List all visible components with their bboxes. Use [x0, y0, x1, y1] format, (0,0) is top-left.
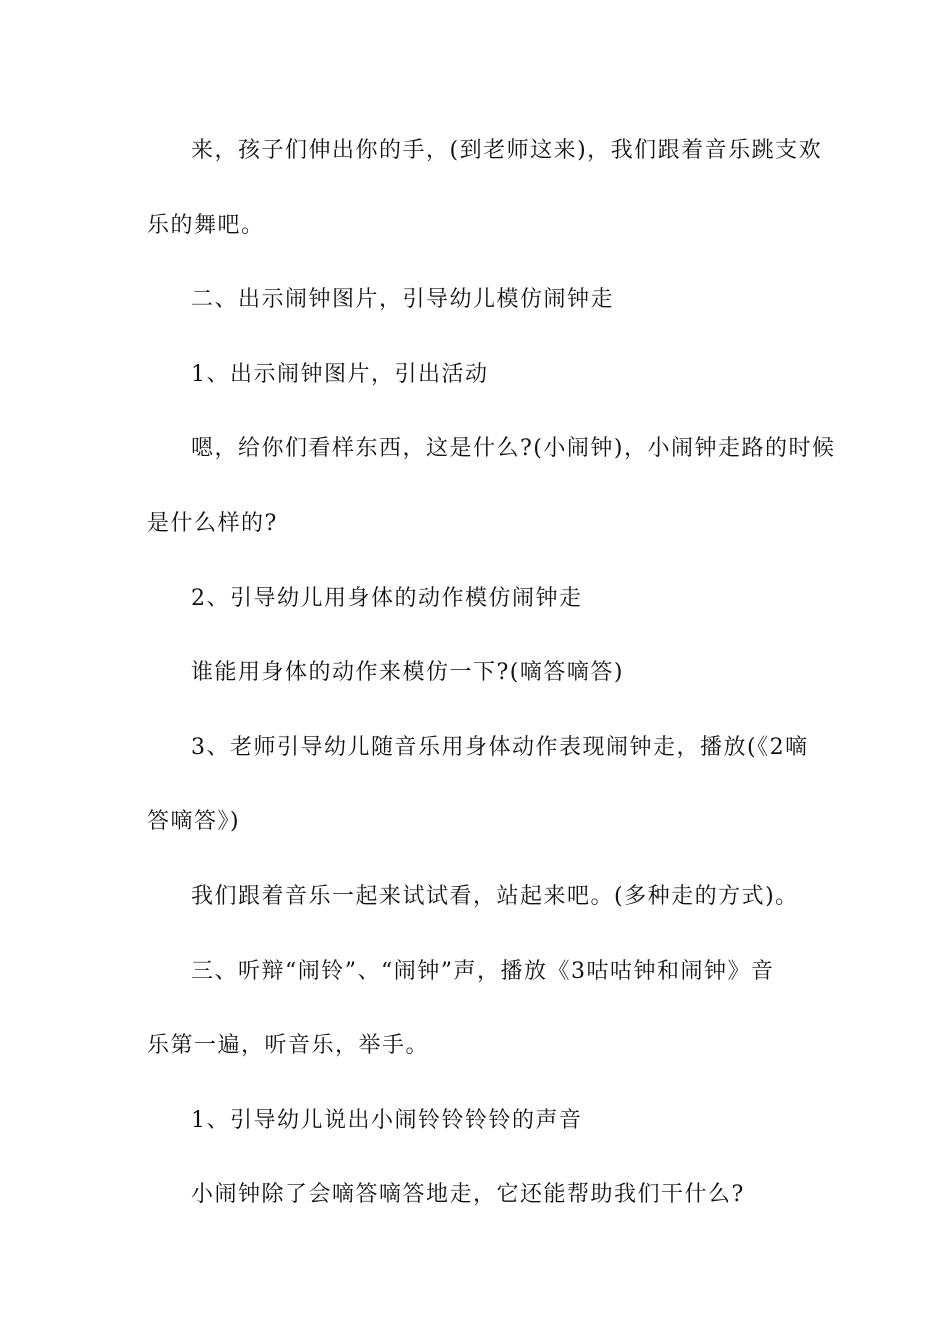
- subsection-heading: 1、出示闹钟图片，引出活动: [191, 362, 489, 387]
- section-heading: 三、听辩“闹铃”、“闹钟”声，播放《3咕咕钟和闹钟》音: [191, 959, 775, 984]
- paragraph-line: 小闹钟除了会嘀答嘀答地走，它还能帮助我们干什么?: [191, 1182, 745, 1207]
- paragraph-line: 乐第一遍，听音乐，举手。: [147, 1033, 430, 1058]
- paragraph-line: 是什么样的?: [147, 511, 278, 536]
- paragraph-line: 我们跟着音乐一起来试试看，站起来吧。(多种走的方式)。: [191, 884, 799, 909]
- paragraph-line: 谁能用身体的动作来模仿一下?(嘀答嘀答): [191, 660, 624, 685]
- subsection-heading: 1、引导幼儿说出小闹铃铃铃铃的声音: [191, 1108, 583, 1133]
- subsection-heading: 2、引导幼儿用身体的动作模仿闹钟走: [191, 586, 583, 611]
- paragraph-line: 来，孩子们伸出你的手，(到老师这来)，我们跟着音乐跳支欢: [191, 138, 823, 163]
- paragraph-line: 嗯，给你们看样东西，这是什么?(小闹钟)，小闹钟走路的时候: [191, 436, 836, 461]
- section-heading: 二、出示闹钟图片，引导幼儿模仿闹钟走: [191, 287, 615, 312]
- subsection-heading: 3、老师引导幼儿随音乐用身体动作表现闹钟走，播放(《2嘀: [191, 735, 809, 760]
- paragraph-line: 答嘀答》): [147, 809, 241, 834]
- paragraph-line: 乐的舞吧。: [147, 213, 265, 238]
